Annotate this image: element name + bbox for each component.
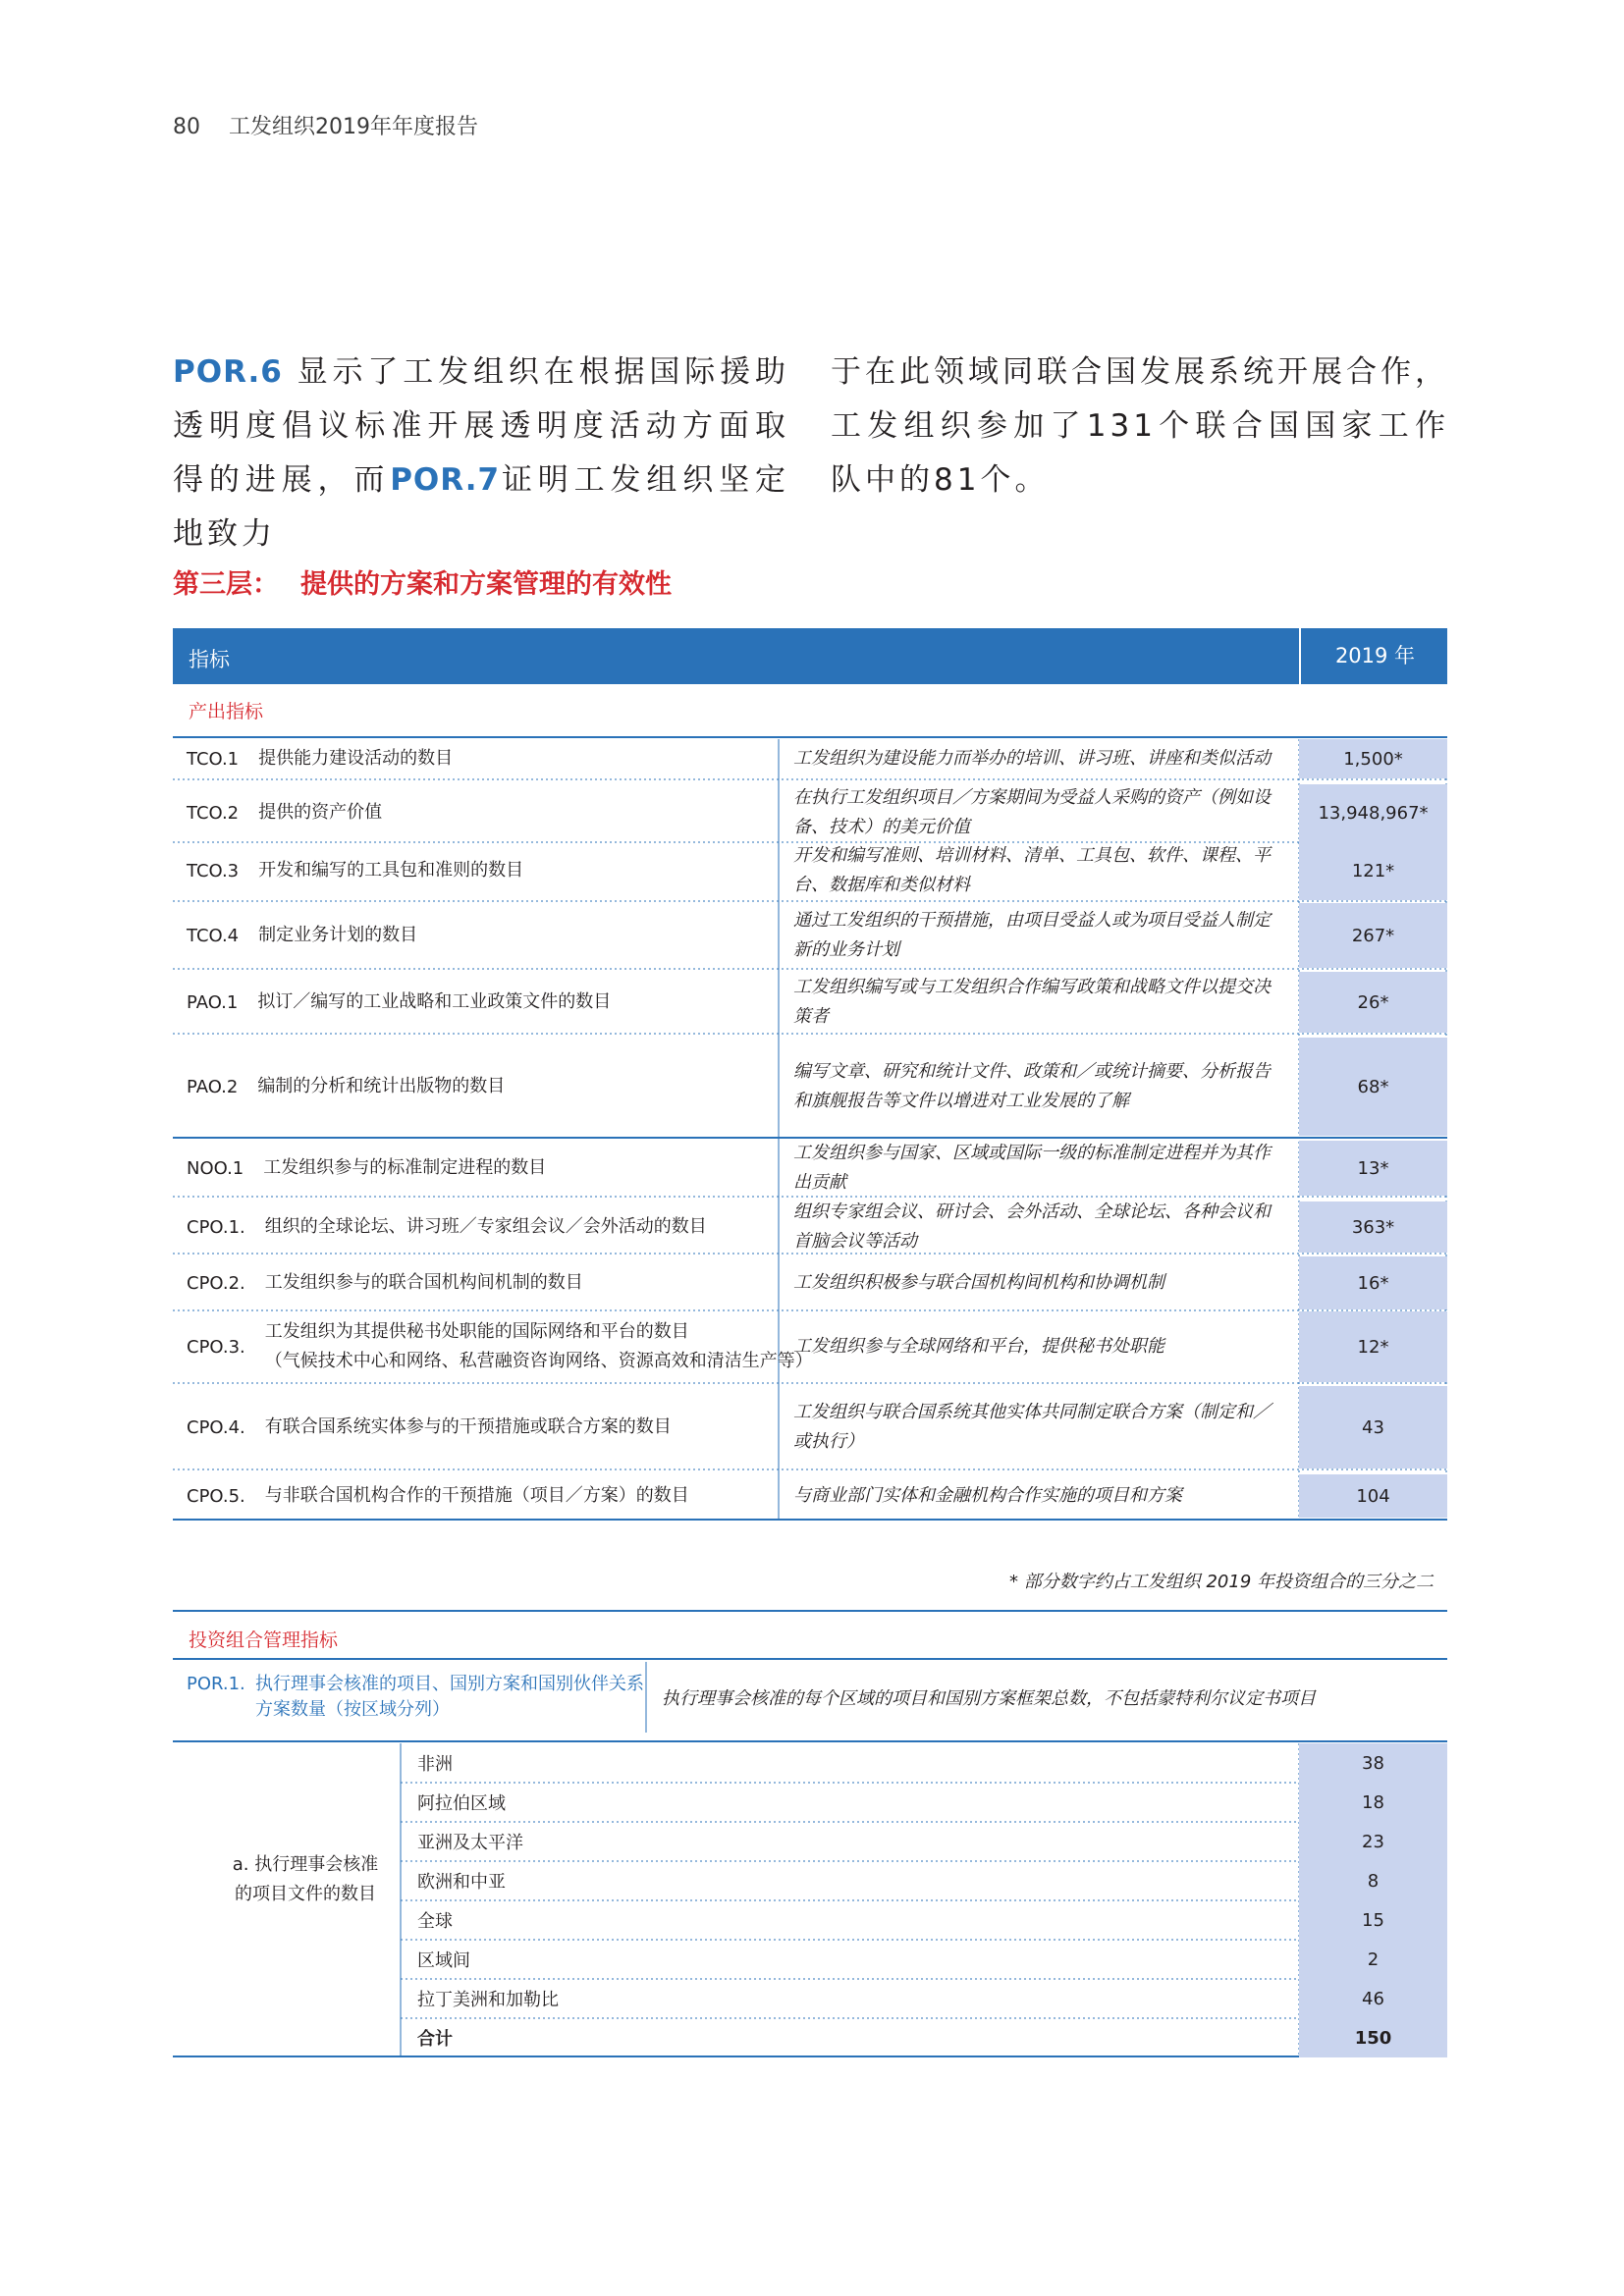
por1-row xyxy=(173,1662,1447,1733)
region-row xyxy=(173,1979,1447,2018)
table-row xyxy=(173,903,1447,968)
table-row xyxy=(173,1038,1447,1136)
indicator-description: 在执行工发组织项目／方案期间为受益人采购的资产（例如设备、技术）的美元价值 xyxy=(793,787,1271,837)
indicator-value: 16* xyxy=(1299,1256,1447,1309)
indicator-name: 编制的分析和统计出版物的数目 xyxy=(257,1076,506,1096)
header-indicator: 指标 xyxy=(189,648,230,671)
section-title-text: 提供的方案和方案管理的有效性 xyxy=(300,569,672,600)
indicator-code: CPO.1. xyxy=(187,1216,245,1238)
portfolio-category-row xyxy=(173,1612,1447,1655)
indicator-label xyxy=(187,1256,583,1309)
indicator-name: 工发组织参与的联合国机构间机制的数目 xyxy=(264,1272,583,1293)
report-title: 工发组织2019年年度报告 xyxy=(229,115,478,139)
output-category-label: 产出指标 xyxy=(189,701,264,722)
region-row xyxy=(173,1861,1447,1900)
indicator-description: 开发和编写准则、培训材料、清单、工具包、软件、课程、平台、数据库和类似材料 xyxy=(793,845,1271,895)
indicator-name: 与非联合国机构合作的干预措施（项目／方案）的数目 xyxy=(264,1485,689,1506)
indicator-code: PAO.2 xyxy=(187,1076,239,1097)
table-row xyxy=(173,1474,1447,1518)
region-name: 全球 xyxy=(417,1911,453,1932)
region-name: 区域间 xyxy=(417,1950,470,1971)
intro-left-text1: 显示了工发组织在根据国际援助透明度倡议标准开展透明度活动方面取得的进展，而 xyxy=(173,354,789,498)
table-row xyxy=(173,1201,1447,1253)
indicator-value: 13,948,967* xyxy=(1299,784,1447,841)
indicator-name-detail: （气候技术中心和网络、私营融资咨询网络、资源高效和清洁生产等） xyxy=(264,1351,813,1371)
indicator-value: 43 xyxy=(1299,1386,1447,1468)
indicator-value: 104 xyxy=(1299,1474,1447,1518)
intro-left-text2: 证明工发组织坚定地致力 xyxy=(173,462,790,552)
region-row xyxy=(173,1940,1447,1979)
indicator-name: 拟订／编写的工业战略和工业政策文件的数目 xyxy=(257,991,612,1012)
region-name: 欧洲和中亚 xyxy=(417,1872,506,1893)
indicator-label xyxy=(187,1038,505,1136)
por1-code: POR.1. xyxy=(187,1674,245,1694)
region-value: 18 xyxy=(1299,1783,1447,1822)
region-row xyxy=(173,1783,1447,1822)
header-year: 2019 年 xyxy=(1299,628,1449,684)
por7-reference[interactable]: POR.7 xyxy=(390,462,501,498)
indicator-code: NOO.1 xyxy=(187,1157,244,1179)
section-title-prefix: 第三层： xyxy=(173,569,279,600)
indicator-value: 363* xyxy=(1299,1201,1447,1253)
indicator-value: 26* xyxy=(1299,972,1447,1033)
indicator-description: 与商业部门实体和金融机构合作实施的项目和方案 xyxy=(793,1485,1182,1506)
table-row xyxy=(173,1311,1447,1382)
region-value: 38 xyxy=(1299,1743,1447,1783)
table-row xyxy=(173,739,1447,778)
indicator-description: 工发组织参与全球网络和平台，提供秘书处职能 xyxy=(793,1336,1164,1357)
total-label: 合计 xyxy=(417,2029,453,2050)
indicator-code: CPO.4. xyxy=(187,1416,245,1438)
indicator-value: 13* xyxy=(1299,1141,1447,1196)
output-category-row xyxy=(173,689,1447,734)
region-value: 15 xyxy=(1299,1900,1447,1940)
indicator-label xyxy=(187,784,382,841)
region-name: 拉丁美洲和加勒比 xyxy=(417,1990,559,2010)
region-value: 2 xyxy=(1299,1940,1447,1979)
indicator-description: 编写文章、研究和统计文件、政策和／或统计摘要、分析报告和旗舰报告等文件以增进对工业发展的了解 xyxy=(793,1061,1271,1111)
table-footnote: * 部分数字约占工发组织 2019 年投资组合的三分之二 xyxy=(1009,1572,1434,1592)
sub-indicator-label: a. 执行理事会核准的项目文件的数目 xyxy=(232,1854,379,1904)
region-value: 8 xyxy=(1299,1861,1447,1900)
indicator-description: 工发组织为建设能力而举办的培训、讲习班、讲座和类似活动 xyxy=(793,748,1271,769)
table-header-row xyxy=(173,628,1447,684)
region-name: 阿拉伯区域 xyxy=(417,1793,506,1814)
indicator-code: CPO.5. xyxy=(187,1485,245,1507)
indicator-name: 开发和编写的工具包和准则的数目 xyxy=(258,860,524,881)
indicator-code: CPO.3. xyxy=(187,1336,245,1358)
total-value: 150 xyxy=(1299,2018,1447,2057)
indicator-label xyxy=(187,1141,546,1196)
region-value: 23 xyxy=(1299,1822,1447,1861)
indicator-code: CPO.2. xyxy=(187,1272,245,1294)
portfolio-category-label: 投资组合管理指标 xyxy=(189,1629,339,1651)
region-name: 非洲 xyxy=(417,1754,453,1775)
indicator-description: 工发组织编写或与工发组织合作编写政策和战略文件以提交决策者 xyxy=(793,977,1271,1027)
indicator-value: 68* xyxy=(1299,1038,1447,1136)
indicator-code: TCO.4 xyxy=(187,925,240,946)
table-row xyxy=(173,1141,1447,1196)
indicator-name: 提供能力建设活动的数目 xyxy=(258,748,454,769)
table-row xyxy=(173,972,1447,1033)
indicator-label xyxy=(187,739,453,778)
indicator-name: 组织的全球论坛、讲习班／专家组会议／会外活动的数目 xyxy=(264,1216,707,1237)
table-row xyxy=(173,784,1447,841)
indicator-value: 121* xyxy=(1299,841,1447,900)
indicator-code: TCO.2 xyxy=(187,802,240,824)
page-number: 80 xyxy=(173,115,200,139)
por1-label: 执行理事会核准的项目、国别方案和国别伙伴关系方案数量（按区域分列） xyxy=(255,1674,644,1720)
region-row xyxy=(173,1743,1447,1783)
indicator-value: 12* xyxy=(1299,1311,1447,1382)
indicator-label xyxy=(187,1201,707,1253)
indicator-description: 组织专家组会议、研讨会、会外活动、全球论坛、各种会议和首脑会议等活动 xyxy=(793,1201,1271,1252)
indicator-label xyxy=(187,1386,672,1468)
indicator-description: 通过工发组织的干预措施，由项目受益人或为项目受益人制定新的业务计划 xyxy=(793,910,1271,960)
indicator-code: TCO.3 xyxy=(187,860,240,881)
indicator-description: 工发组织参与国家、区域或国际一级的标准制定进程并为其作出贡献 xyxy=(793,1143,1271,1193)
table-row xyxy=(173,841,1447,900)
indicator-label xyxy=(187,1474,689,1518)
indicator-name: 有联合国系统实体参与的干预措施或联合方案的数目 xyxy=(264,1416,672,1437)
indicator-table xyxy=(173,0,1447,2296)
indicator-code: PAO.1 xyxy=(187,991,239,1013)
indicator-label xyxy=(187,903,417,968)
region-name: 亚洲及太平洋 xyxy=(417,1833,523,1853)
indicator-name: 制定业务计划的数目 xyxy=(258,925,418,945)
indicator-description: 工发组织与联合国系统其他实体共同制定联合方案（制定和／或执行） xyxy=(793,1402,1271,1452)
region-row xyxy=(173,1900,1447,1940)
region-row xyxy=(173,1822,1447,1861)
indicator-label xyxy=(187,1311,813,1382)
indicator-code: TCO.1 xyxy=(187,748,240,770)
indicator-name: 工发组织参与的标准制定进程的数目 xyxy=(263,1157,547,1178)
table-row xyxy=(173,1256,1447,1309)
indicator-value: 267* xyxy=(1299,903,1447,968)
indicator-label xyxy=(187,841,523,900)
indicator-label xyxy=(187,972,611,1033)
indicator-value: 1,500* xyxy=(1299,739,1447,778)
intro-right-column: 于在此领域同联合国发展系统开展合作，工发组织参加了131个联合国国家工作队中的81个。 xyxy=(831,354,1449,498)
total-row xyxy=(173,2018,1447,2057)
indicator-name: 工发组织为其提供秘书处职能的国际网络和平台的数目 xyxy=(264,1321,689,1342)
por6-reference[interactable]: POR.6 xyxy=(173,354,283,390)
indicator-name: 提供的资产价值 xyxy=(258,802,383,823)
por1-desc: 执行理事会核准的每个区域的项目和国别方案框架总数，不包括蒙特利尔议定书项目 xyxy=(662,1688,1316,1709)
table-row xyxy=(173,1386,1447,1468)
indicator-description: 工发组织积极参与联合国机构间机构和协调机制 xyxy=(793,1272,1164,1293)
region-value: 46 xyxy=(1299,1979,1447,2018)
